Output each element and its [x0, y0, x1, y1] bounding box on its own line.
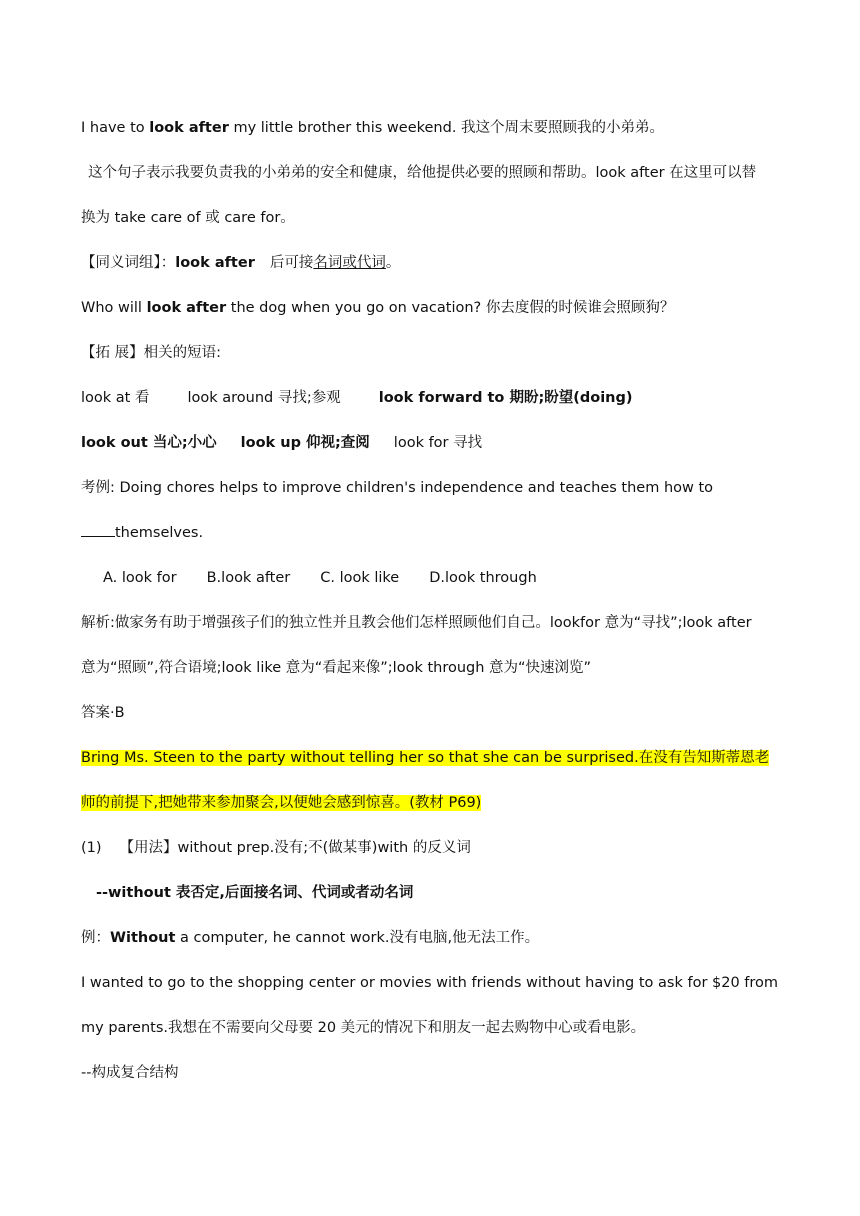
bold-phrase: look after: [146, 300, 227, 316]
highlighted-sentence-1: [81, 742, 781, 787]
explanation-line-1: 这个句子表示我要负责我的小弟弟的安全和健康，给他提供必要的照顾和帮助。look after 在这里可以替: [88, 165, 757, 181]
analysis-line-1: 解析:做家务有助于增强孩子们的独立性并且教会他们怎样照顾他们自己。lookfor 意为“寻找”;look after: [81, 615, 752, 631]
example-sentence-2: [81, 292, 781, 337]
phrase-list-1: [81, 382, 781, 427]
text: 。: [385, 255, 401, 271]
text: I have to: [81, 120, 150, 136]
usage-example-2-cont: my parents.我想在不需要向父母要 20 美元的情况下和朋友一起去购物中心或看电影。: [81, 1020, 646, 1036]
usage-rule-2: --构成复合结构: [81, 1065, 179, 1081]
text: the dog when you go on vacation? 你去度假的时候谁会照顾狗？: [226, 300, 675, 316]
bold-phrase: look forward to 期盼;盼望(doing): [378, 390, 633, 406]
usage-example-1: [81, 922, 781, 967]
usage-rule-1: --without 表否定,后面接名词、代词或者动名词: [96, 885, 414, 901]
text: 【同义词组】：: [81, 255, 176, 271]
highlighted-text: 师的前提下,把她带来参加聚会,以便她会感到惊喜。(教材 P69): [81, 795, 482, 811]
list-number: (1): [81, 840, 102, 856]
option-d: D.look through: [429, 570, 537, 586]
option-c: C. look like: [320, 570, 400, 586]
document-body: [81, 112, 781, 1102]
answer-key: 答案·B: [81, 705, 125, 721]
text: Who will: [81, 300, 147, 316]
extension-heading: 【拓 展】相关的短语:: [81, 345, 221, 361]
option-a: A. look for: [103, 570, 177, 586]
answer-options: [81, 562, 781, 607]
bold-phrase: look out 当心;小心: [81, 435, 217, 451]
option-b: B.look after: [206, 570, 291, 586]
usage-heading: [81, 832, 781, 877]
phrase-list-2: [81, 427, 781, 472]
explanation-line-2: 换为 take care of 或 care for。: [81, 210, 295, 226]
phrase: look at 看: [81, 390, 150, 406]
exam-question: 考例: Doing chores helps to improve children's independence and teaches them how to: [81, 480, 714, 496]
highlighted-text: Bring Ms. Steen to the party without telling her so that she can be surprised.在没有告知斯蒂恩老: [81, 750, 770, 766]
text: 后可接: [269, 255, 314, 271]
bold-phrase: Without: [110, 930, 176, 946]
underlined-text: 名词或代词: [313, 255, 386, 271]
answer-blank: [81, 522, 115, 537]
exam-question-cont: [81, 517, 781, 562]
text: 【用法】without prep.没有;不(做某事)with 的反义词: [119, 840, 471, 856]
example-sentence-1: [81, 112, 781, 157]
bold-phrase: look up 仰视;查阅: [240, 435, 370, 451]
synonym-heading: [81, 247, 781, 292]
text: themselves.: [115, 525, 204, 541]
text: a computer, he cannot work.没有电脑,他无法工作。: [175, 930, 540, 946]
analysis-line-2: 意为“照顾”,符合语境;look like 意为“看起来像”;look through 意为“快速浏览”: [81, 660, 592, 676]
text: 例：: [81, 930, 110, 946]
usage-example-2: I wanted to go to the shopping center or movies with friends without having to ask for $20 from: [81, 975, 779, 991]
highlighted-sentence-2: [81, 787, 781, 832]
bold-phrase: look after: [149, 120, 229, 136]
phrase: look around 寻找;参观: [187, 390, 341, 406]
phrase: look for 寻找: [393, 435, 483, 451]
text: my little brother this weekend. 我这个周末要照顾我的小弟弟。: [228, 120, 665, 136]
bold-phrase: look after: [175, 255, 255, 271]
